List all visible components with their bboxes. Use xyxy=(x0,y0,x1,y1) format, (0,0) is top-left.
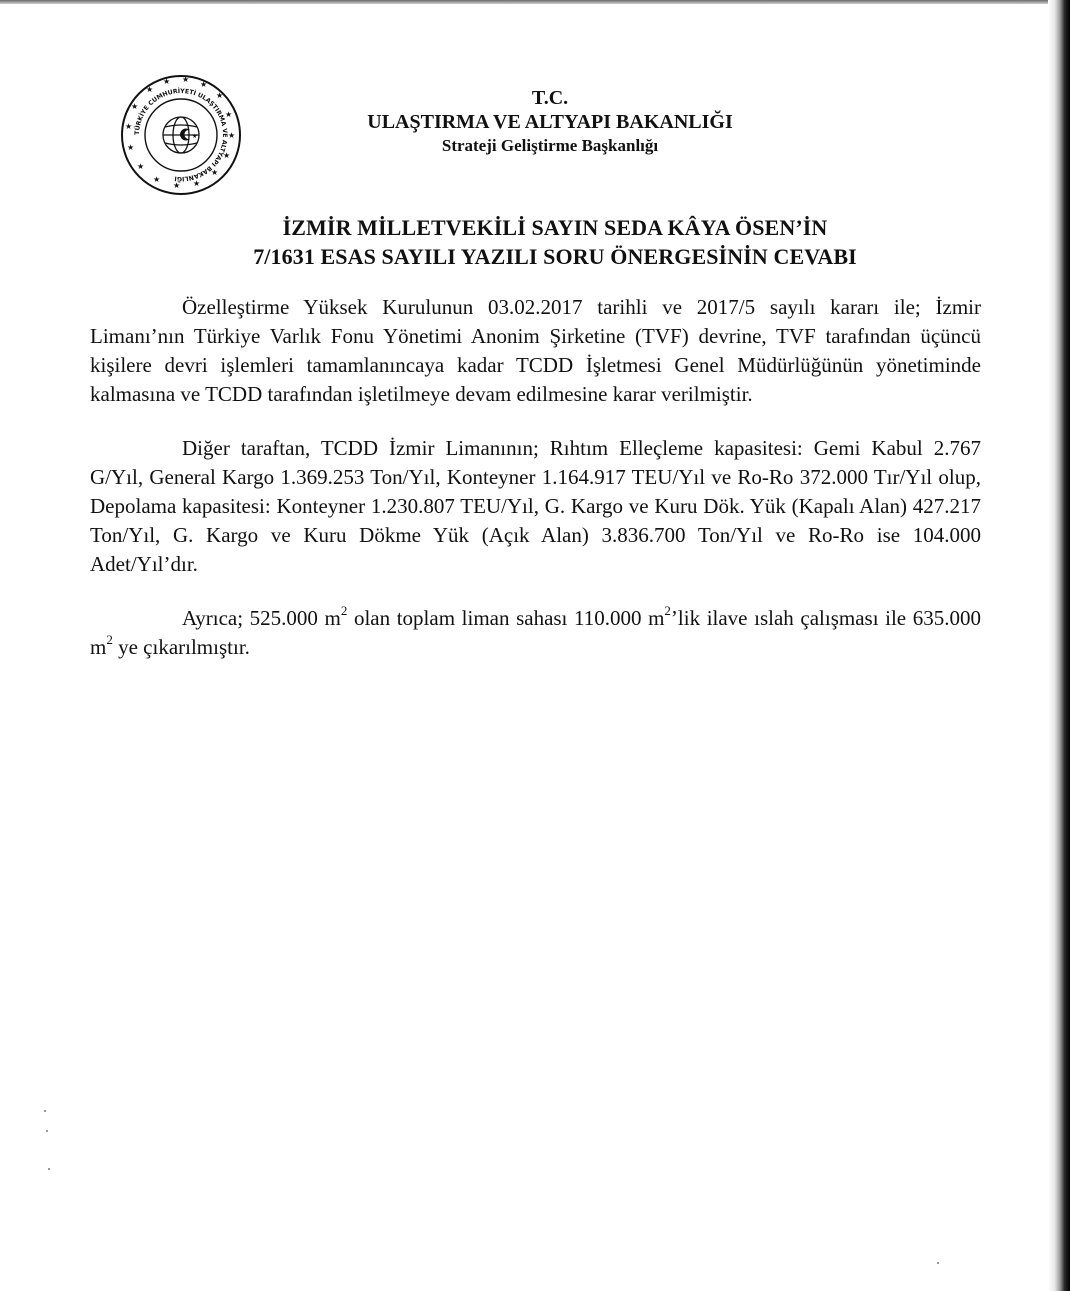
scan-speck xyxy=(48,1168,50,1170)
title-line-1: İZMİR MİLLETVEKİLİ SAYIN SEDA KÂYA ÖSEN’İN xyxy=(282,215,828,240)
seal-ring-text: TÜRKİYE CUMHURİYETİ ULAŞTIRMA VE ALTYAPI BAKANLIĞI xyxy=(133,87,229,183)
letterhead xyxy=(300,86,800,157)
superscript-2: 2 xyxy=(664,603,671,618)
superscript-2: 2 xyxy=(340,603,348,618)
body-paragraph-3 xyxy=(90,604,981,662)
svg-text:★: ★ xyxy=(182,75,190,84)
svg-text:★: ★ xyxy=(146,85,154,94)
svg-text:★: ★ xyxy=(153,175,161,184)
scan-speck xyxy=(937,1262,939,1264)
paragraph-3-part-2: olan toplam liman sahası 110.000 m xyxy=(347,606,665,630)
svg-text:★: ★ xyxy=(216,91,224,100)
svg-text:★: ★ xyxy=(228,131,236,140)
superscript-2: 2 xyxy=(106,632,113,647)
paragraph-3-part-3: ’lik ilave ıslah çalışması ile 635.000 m xyxy=(90,606,981,659)
svg-text:★: ★ xyxy=(163,77,171,86)
scan-speck xyxy=(46,1130,48,1132)
ministry-name: ULAŞTIRMA VE ALTYAPI BAKANLIĞI xyxy=(367,111,733,133)
department-name: Strateji Geliştirme Başkanlığı xyxy=(441,136,659,155)
scan-speck xyxy=(44,1110,46,1112)
svg-text:★: ★ xyxy=(137,162,145,171)
body-paragraph-2: Diğer taraftan, TCDD İzmir Limanının; Rıhtım Elleçleme kapasitesi: Gemi Kabul 2.767 G/Yıl, General Kargo 1.369.253 Ton/Yıl, Konteyner 1.164.917 TEU/Yıl ve Ro-Ro 372.000 Tır/Yıl olup, Depolama kapasitesi: Konteyner 1.230.807 TEU/Yıl, G. Kargo ve Kuru Dök. Yük (Kapalı Alan) 427.217 Ton/Yıl, G. Kargo ve Kuru Dökme Yük (Açık Alan) 3.836.700 Ton/Yıl ve Ro-Ro ise 104.000 Adet/Yıl’dır. xyxy=(90,436,981,576)
svg-text:★: ★ xyxy=(125,122,133,131)
svg-text:★: ★ xyxy=(200,80,208,89)
svg-text:★: ★ xyxy=(211,168,219,177)
svg-text:★: ★ xyxy=(131,102,139,111)
title-line-2: 7/1631 ESAS SAYILI YAZILI SORU ÖNERGESİNİN CEVABI xyxy=(253,244,857,269)
svg-text:★: ★ xyxy=(192,133,198,140)
svg-text:★: ★ xyxy=(127,143,135,152)
scan-top-edge xyxy=(0,0,1070,4)
body-paragraph-1: Özelleştirme Yüksek Kurulunun 03.02.2017 tarihli ve 2017/5 sayılı kararı ile; İzmir Limanı’nın Türkiye Varlık Fonu Yönetimi Anonim Şirketine (TVF) devrine, TVF tarafından üçüncü kişilere devri işlemleri tamamlanıncaya kadar TCDD İşletmesi Genel Müdürlüğünün yönetiminde kalmasına ve TCDD tarafından işletilmeye devam edilmesine karar verilmiştir. xyxy=(90,295,981,406)
svg-text:★: ★ xyxy=(225,110,233,119)
paragraph-3-part-1: Ayrıca; 525.000 m xyxy=(182,606,341,630)
svg-text:★: ★ xyxy=(223,151,231,160)
country-abbreviation: T.C. xyxy=(531,87,569,109)
svg-text:★: ★ xyxy=(173,181,181,190)
svg-text:★: ★ xyxy=(193,179,201,188)
ministry-seal-logo xyxy=(120,72,242,198)
scan-right-edge xyxy=(1048,0,1070,1291)
document-title xyxy=(140,213,970,271)
document-body xyxy=(90,293,981,662)
paragraph-3-part-4: ye çıkarılmıştır. xyxy=(112,635,250,659)
